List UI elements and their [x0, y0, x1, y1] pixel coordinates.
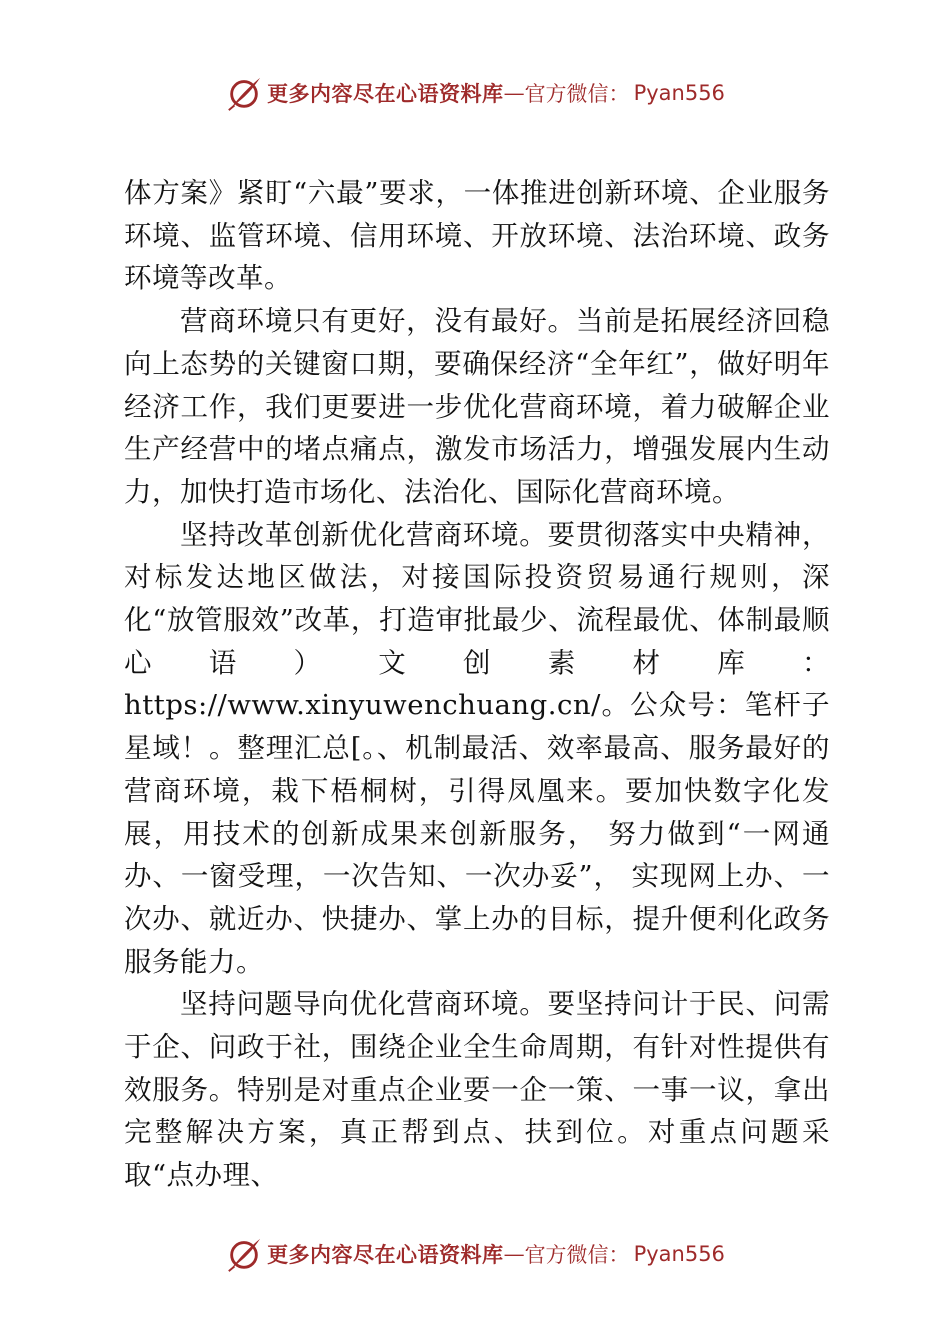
- header-banner: [0, 73, 950, 113]
- banner-separator: —: [503, 81, 525, 105]
- footer-banner: [0, 1234, 950, 1274]
- banner-separator: —: [503, 1242, 525, 1266]
- paragraph: 体方案》紧盯“六最”要求，一体推进创新环境、企业服务环境、监管环境、信用环境、开放环境、法治环境、政务环境等改革。: [124, 177, 830, 295]
- banner-wechat-id: Pyan556: [633, 81, 725, 105]
- banner-wechat-label: 官方微信：: [524, 1243, 630, 1267]
- banner-title: 更多内容尽在心语资料库: [267, 81, 504, 106]
- quill-logo-icon: [225, 1235, 263, 1273]
- banner-wechat-id: Pyan556: [633, 1242, 725, 1266]
- paragraph: 坚持改革创新优化营商环境。要贯彻落实中央精神，对标发达地区做法，对接国际投资贸易通行规则，深化“放管服效”改革，打造审批最少、流程最优、体制最顺心语）文创素材库：https://www.xinyuwenchuang.cn/。公众号：笔杆子星域！。整理汇总[。、机制最活、效率最高、服务最好的营商环境，栽下梧桐树，引得凤凰来。要加快数字化发展，用技术的创新成果来创新服务， 努力做到“一网通办、一窗受理，一次告知、一次办妥”， 实现网上办、一次办、就近办、快捷办、掌上办的目标，提升便利化政务服务能力。: [124, 518, 830, 978]
- banner-title: 更多内容尽在心语资料库: [267, 1242, 504, 1267]
- paragraph: 坚持问题导向优化营商环境。要坚持问计于民、问需于企、问政于社，围绕企业全生命周期，有针对性提供有效服务。特别是对重点企业要一企一策、一事一议，拿出完整解决方案，真正帮到点、扶到位。对重点问题采取“点办理、: [124, 988, 830, 1192]
- document-body: [124, 172, 830, 1197]
- paragraph: 营商环境只有更好，没有最好。当前是拓展经济回稳向上态势的关键窗口期，要确保经济“全年红”，做好明年经济工作，我们更要进一步优化营商环境，着力破解企业生产经营中的堵点痛点，激发市场活力，增强发展内生动力，加快打造市场化、法治化、国际化营商环境。: [124, 305, 830, 508]
- quill-logo-icon: [225, 74, 263, 112]
- banner-wechat-label: 官方微信：: [524, 82, 630, 106]
